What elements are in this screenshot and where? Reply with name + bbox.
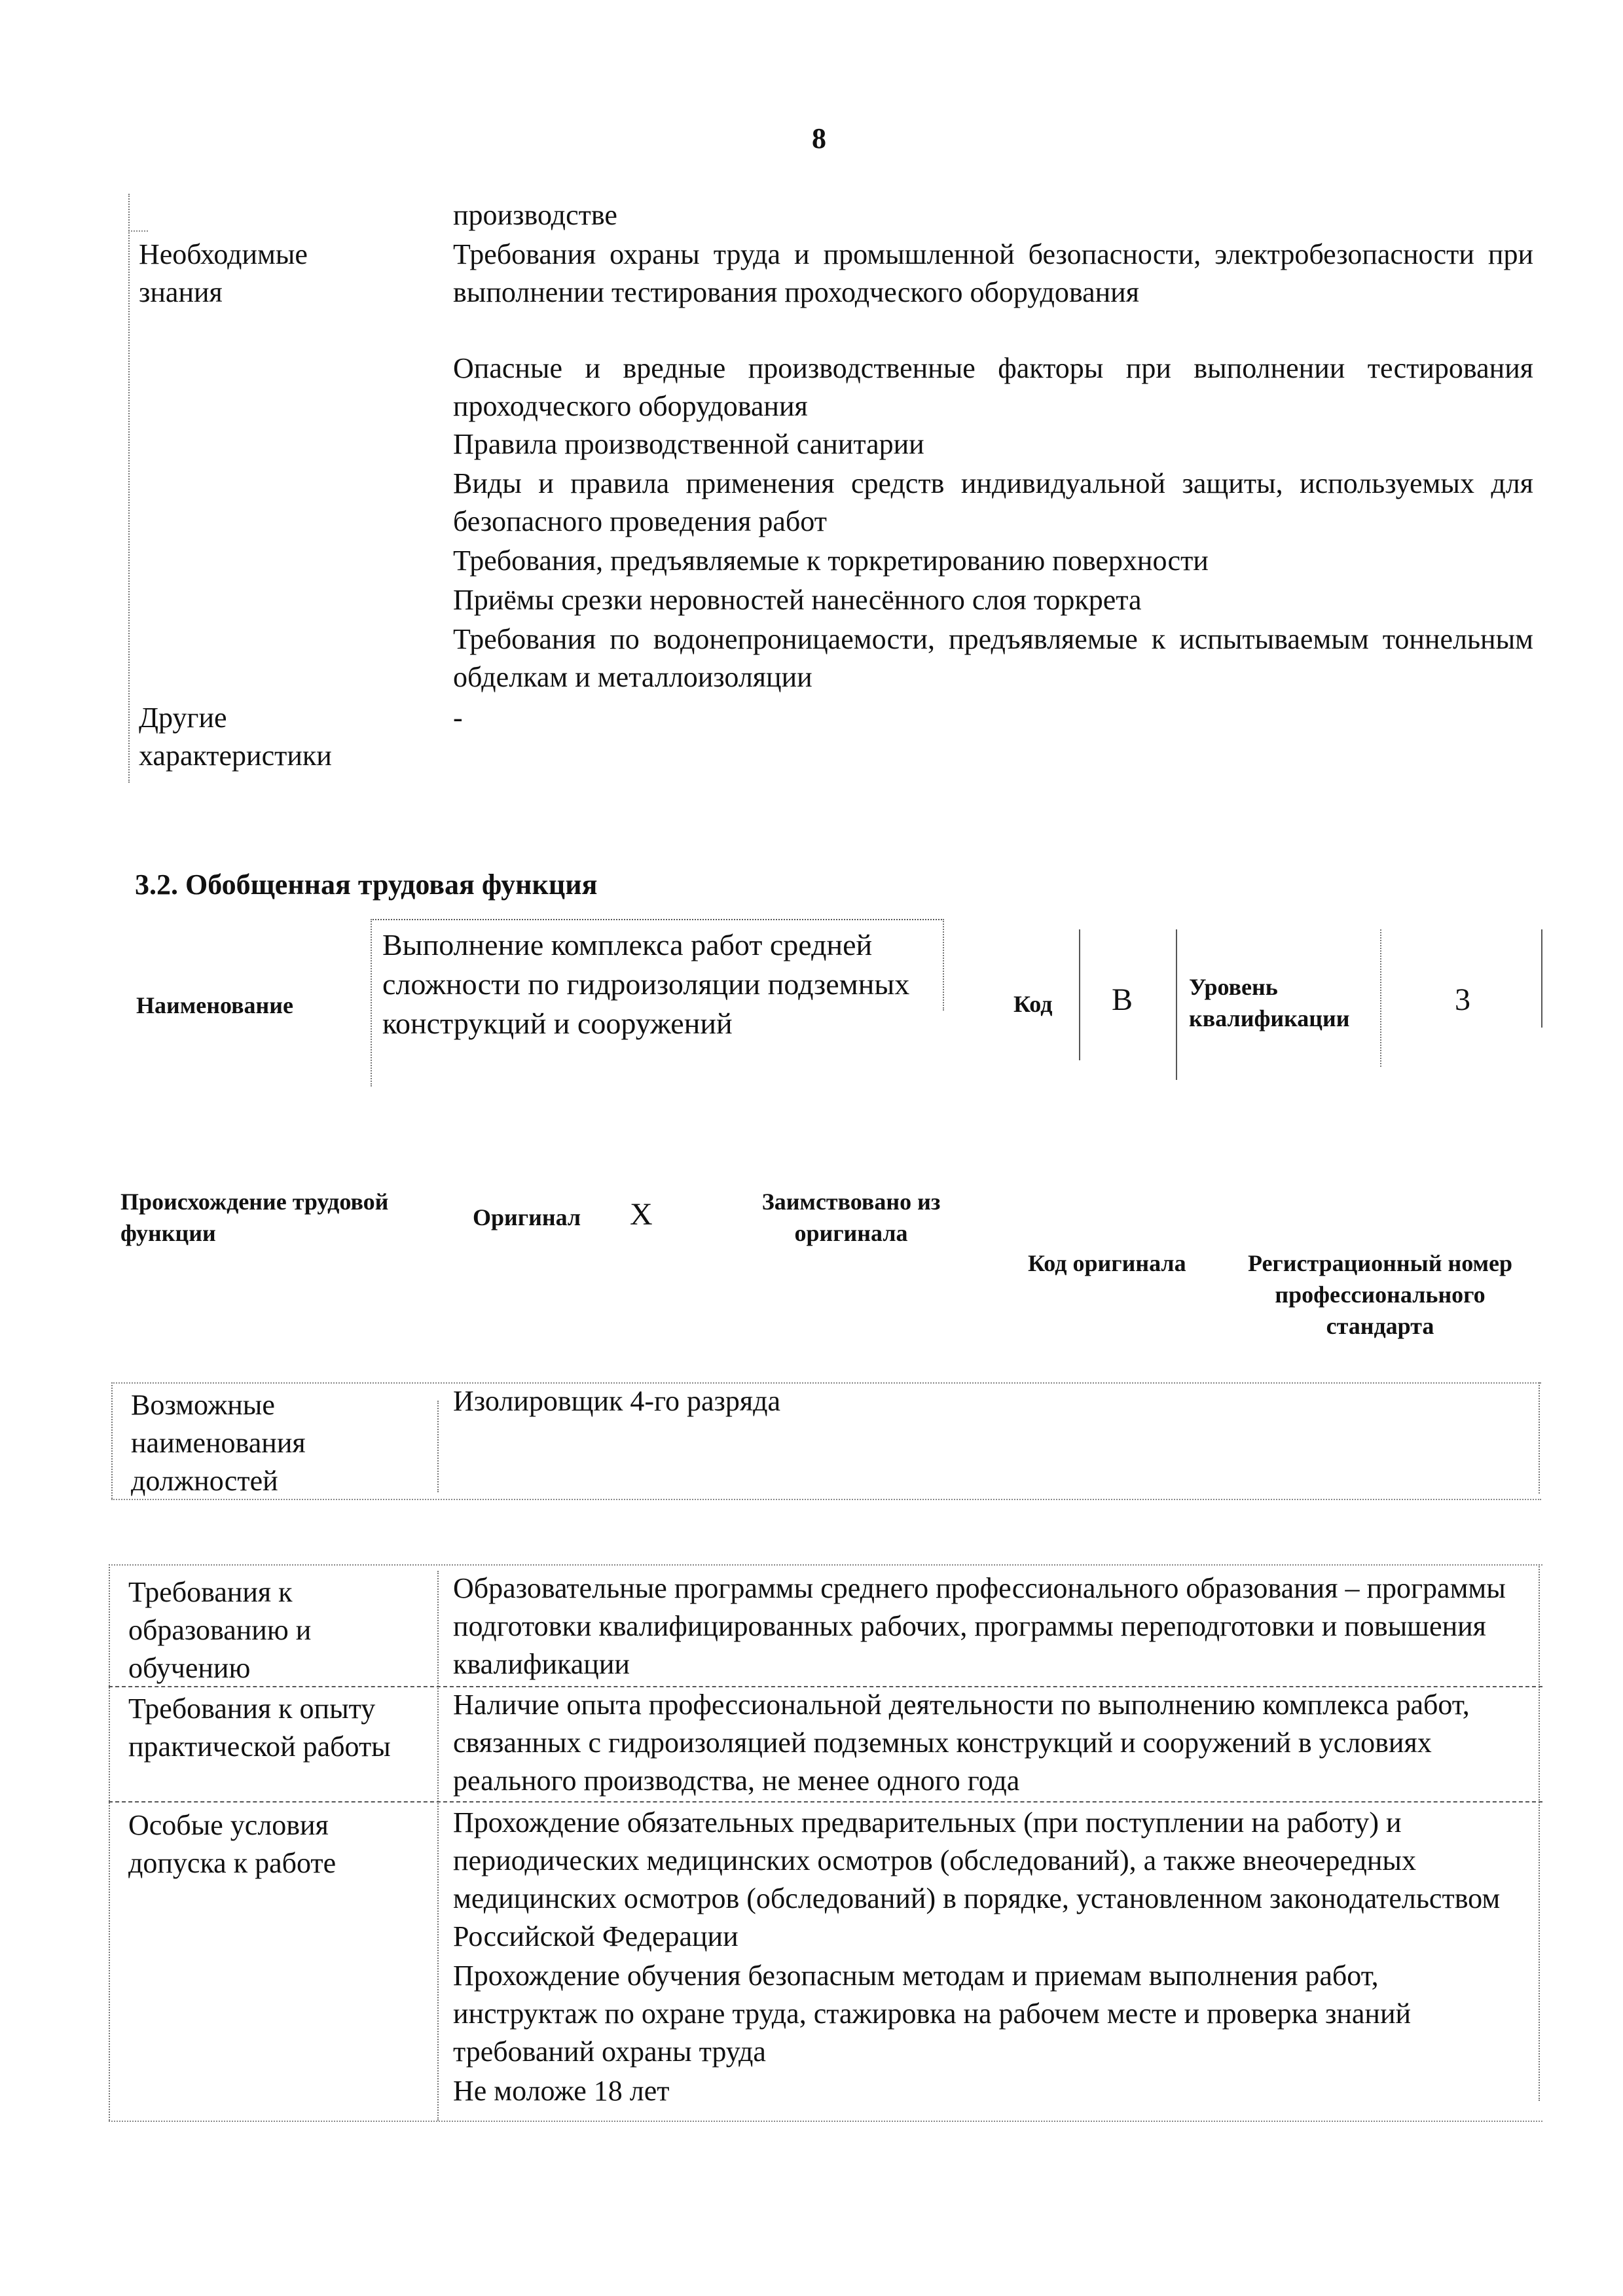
knowledge-item: Требования по водонепроницаемости, предъявляемые к испытываемым тоннельным обделкам и металлоизоляции [453, 623, 1533, 693]
special-conditions-text: Прохождение обучения безопасным методам и приемам выполнения работ, инструктаж по охране труда, стажировка на рабочем месте и проверка знаний требований охраны труда [453, 1960, 1412, 2068]
origin-label: Происхождение трудовой функции [120, 1189, 389, 1246]
original-label: Оригинал [473, 1204, 581, 1230]
table-border-left [128, 194, 130, 783]
knowledge-item: Требования охраны труда и промышленной безопасности, электробезопасности при выполнении тестирования проходческого оборудования [453, 238, 1533, 308]
code-original-label: Код оригинала [1028, 1250, 1186, 1276]
section-title: 3.2. Обобщенная трудовая функция [135, 869, 598, 901]
positions-left [111, 1382, 113, 1499]
name-label: Наименование [136, 992, 293, 1018]
level-box-right [1541, 929, 1542, 1028]
positions-top [111, 1382, 1541, 1384]
special-conditions-text: Прохождение обязательных предварительных (при поступлении на работу) и периодических медицинских осмотров (обследований), а также внеочередных медицинских осмотров (обследований) в порядке, установленном законодательством Российской Федерации [453, 1806, 1501, 1952]
borrowed-label: Заимствовано из оригинала [761, 1189, 941, 1246]
positions-right [1539, 1382, 1540, 1494]
level-label: Уровень квалификации [1189, 974, 1350, 1031]
education-label: Требования к образованию и обучению [128, 1576, 312, 1684]
positions-label: Возможные наименования должностей [131, 1389, 306, 1497]
function-name: Выполнение комплекса работ средней сложности по гидроизоляции подземных конструкций и сооружений [382, 928, 910, 1040]
positions-divider [437, 1401, 439, 1492]
knowledge-item: Виды и правила применения средств индивидуальной защиты, используемых для безопасного проведения работ [453, 467, 1533, 537]
special-conditions-text: Не моложе 18 лет [453, 2075, 670, 2107]
req-divider [437, 1571, 439, 2121]
req-right [1539, 1564, 1540, 2101]
page-number: 8 [812, 122, 826, 154]
knowledge-item: Опасные и вредные производственные факторы при выполнении тестирования проходческого оборудования [453, 352, 1533, 422]
table-tick [128, 230, 148, 232]
req-row-sep-2 [109, 1801, 1542, 1803]
knowledge-item: Правила производственной санитарии [453, 428, 924, 460]
other-characteristics-label: Другие характеристики [139, 702, 332, 772]
positions-value: Изолировщик 4-го разряда [453, 1385, 781, 1417]
code-box-right [1176, 929, 1177, 1080]
original-mark: X [630, 1197, 653, 1232]
name-box-top [371, 919, 944, 920]
level-box-left [1380, 929, 1381, 1067]
experience-label: Требования к опыту практической работы [128, 1693, 391, 1763]
special-conditions-label: Особые условия допуска к работе [128, 1809, 337, 1879]
other-characteristics-value: - [453, 702, 463, 734]
code-label: Код [1013, 991, 1053, 1017]
req-top [109, 1564, 1542, 1566]
reg-number-label: Регистрационный номер профессионального стандарта [1247, 1250, 1513, 1339]
level-value: 3 [1455, 982, 1470, 1017]
req-left [109, 1564, 110, 2121]
education-text: Образовательные программы среднего профессионального образования – программы подготовки квалифицированных рабочих, программы переподготовки и повышения квалификации [453, 1572, 1506, 1680]
req-bottom [109, 2121, 1542, 2122]
lead-line: производстве [453, 199, 617, 231]
code-box-left [1079, 929, 1080, 1060]
knowledge-label: Необходимые знания [139, 238, 308, 308]
experience-text: Наличие опыта профессиональной деятельности по выполнению комплекса работ, связанных с гидроизоляцией подземных конструкций и сооружений в условиях реального производства, не менее одного года [453, 1689, 1470, 1797]
code-value: B [1112, 982, 1133, 1017]
knowledge-item: Требования, предъявляемые к торкретированию поверхности [453, 545, 1209, 577]
knowledge-item: Приёмы срезки неровностей нанесённого слоя торкрета [453, 584, 1142, 616]
